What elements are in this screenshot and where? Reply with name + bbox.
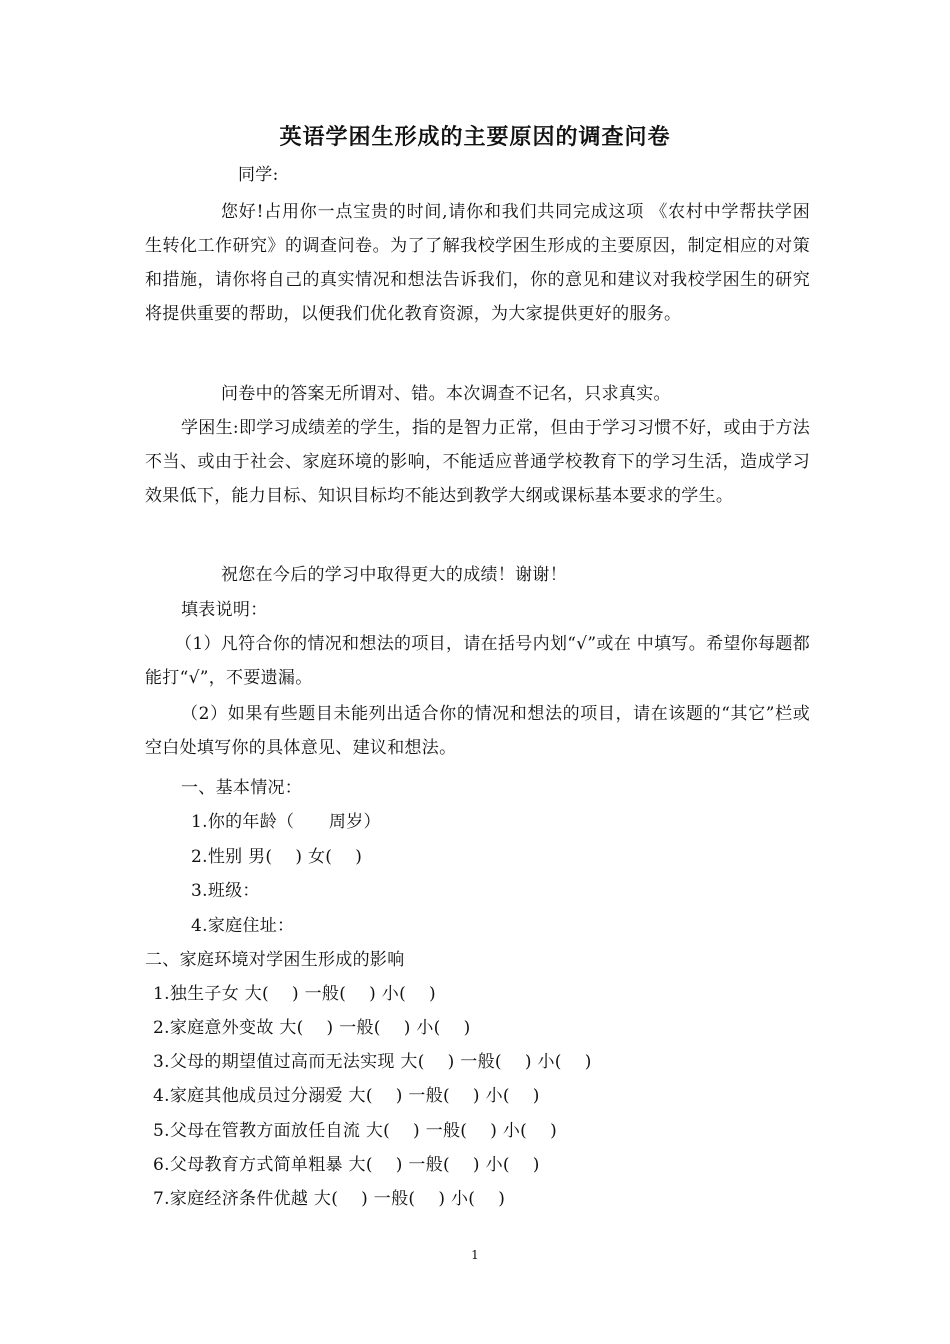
section-2-item: 2.家庭意外变故 大( ) 一般( ) 小( ) [153, 1018, 471, 1038]
section-2-item: 1.独生子女 大( ) 一般( ) 小( ) [153, 984, 436, 1004]
section-1-heading: 一、基本情况： [181, 778, 303, 798]
definition-paragraph: 学困生:即学习成绩差的学生，指的是智力正常，但由于学习习惯不好，或由于方法不当、或由于社会、家庭环境的影响，不能适应普通学校教育下的学习生活，造成学习效果低下，能力目标、知识目标均不能达到教学大纲或课标基本要求的学生。 [145, 418, 810, 506]
greeting: 同学: [238, 165, 279, 185]
instruction-1: （1）凡符合你的情况和想法的项目，请在括号内划“√”或在 中填写。希望你每题都能打“√”，不要遗漏。 [145, 634, 810, 688]
section-2-heading: 二、家庭环境对学困生形成的影响 [145, 950, 405, 970]
section-1-item-gender: 2.性别 男( ) 女( ) [191, 847, 363, 867]
section-2-item: 4.家庭其他成员过分溺爱 大( ) 一般( ) 小( ) [153, 1086, 540, 1106]
section-2-item: 5.父母在管教方面放任自流 大( ) 一般( ) 小( ) [153, 1121, 558, 1141]
intro-paragraph: 您好!占用你一点宝贵的时间,请你和我们共同完成这项 《农村中学帮扶学困生转化工作研究》的调查问卷。为了了解我校学困生形成的主要原因，制定相应的对策和措施，请你将自己的真实情况和想法告诉我们，你的意见和建议对我校学困生的研究将提供重要的帮助，以便我们优化教育资源，为大家提供更好的服务。 [145, 202, 810, 324]
section-2-item: 6.父母教育方式简单粗暴 大( ) 一般( ) 小( ) [153, 1155, 540, 1175]
anonymous-note: 问卷中的答案无所谓对、错。本次调查不记名，只求真实。 [221, 384, 671, 404]
section-1-item-age: 1.你的年龄（ 周岁） [191, 812, 381, 832]
instructions-title: 填表说明： [181, 600, 268, 620]
section-1-item-address: 4.家庭住址： [191, 916, 295, 936]
page-title: 英语学困生形成的主要原因的调查问卷 [279, 124, 671, 150]
section-1-item-class: 3.班级： [191, 881, 260, 901]
wish-line: 祝您在今后的学习中取得更大的成绩！谢谢！ [221, 565, 567, 585]
instruction-2: （2）如果有些题目未能列出适合你的情况和想法的项目，请在该题的“其它”栏或空白处填写你的具体意见、建议和想法。 [145, 704, 810, 758]
section-2-item: 7.家庭经济条件优越 大( ) 一般( ) 小( ) [153, 1189, 506, 1209]
page-number: 1 [471, 1248, 479, 1262]
section-2-item: 3.父母的期望值过高而无法实现 大( ) 一般( ) 小( ) [153, 1052, 592, 1072]
